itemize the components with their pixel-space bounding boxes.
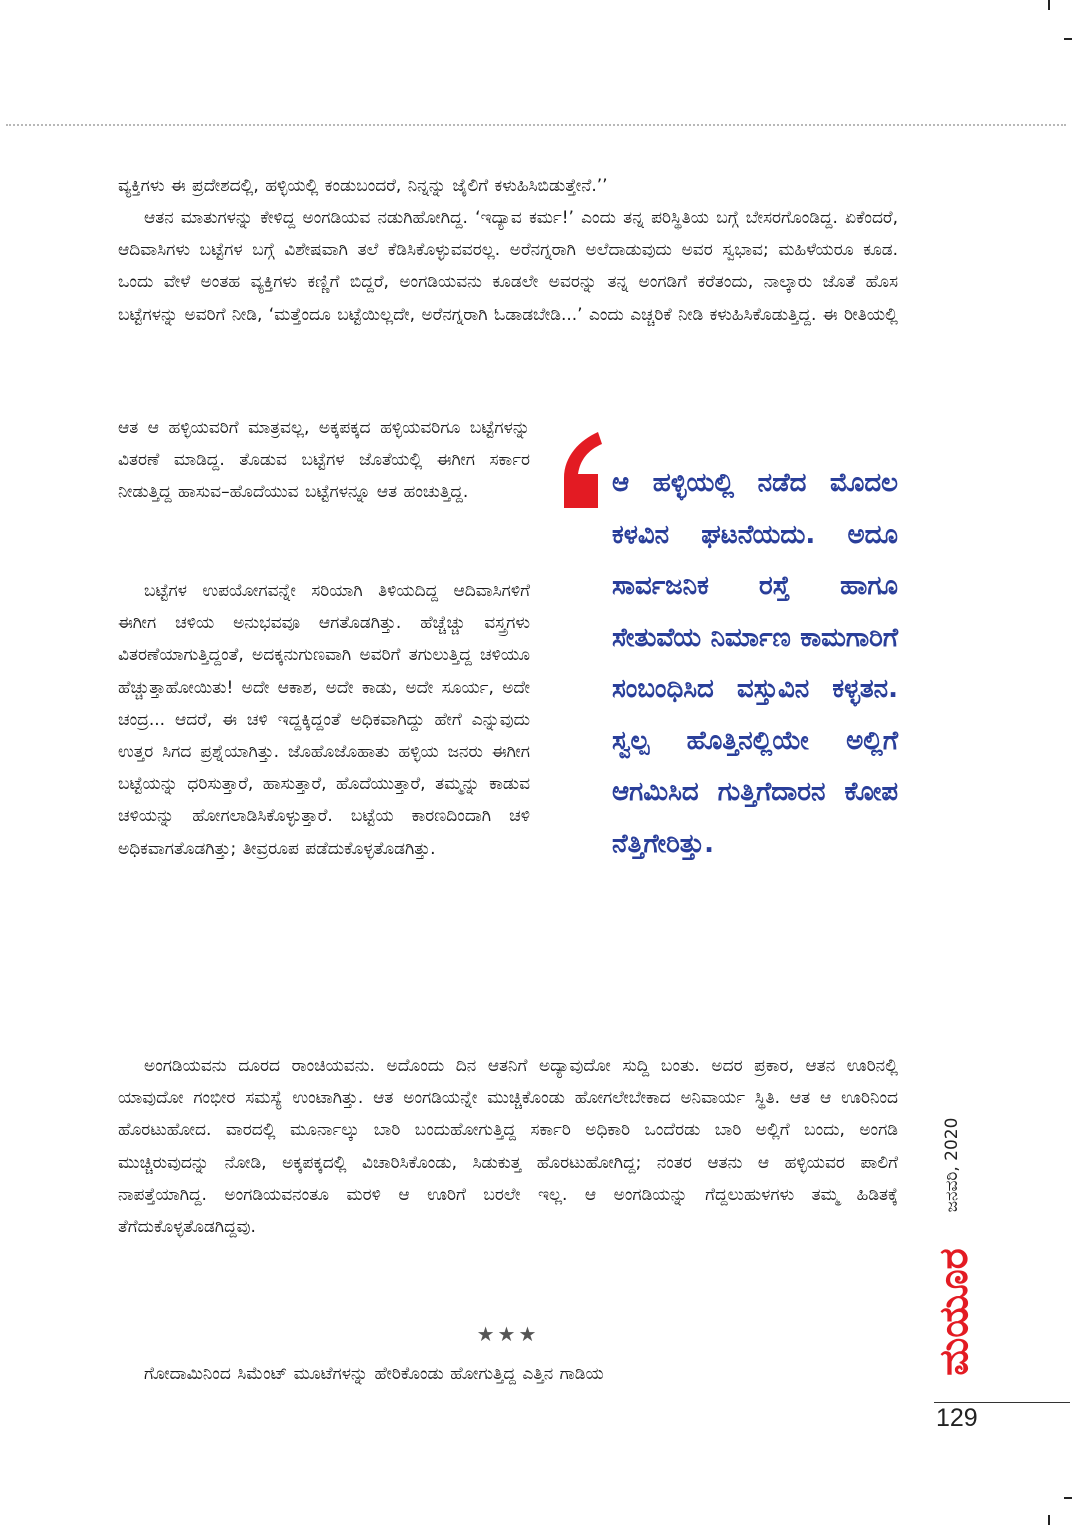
header-dotted-rule <box>6 124 1066 126</box>
issue-date-text: ಜನವರಿ, 2020 <box>942 1117 962 1213</box>
body-paragraph-3: ಆತ ಆ ಹಳ್ಳಿಯವರಿಗೆ ಮಾತ್ರವಲ್ಲ, ಅಕ್ಕಪಕ್ಕದ ಹಳ್ಳಿಯವರಿಗೂ ಬಟ್ಟೆಗಳನ್ನು ವಿತರಣೆ ಮಾಡಿದ್ದ. ತೊಡುವ ಬಟ್ಟೆಗಳ ಜೊತೆಯಲ್ಲಿ ಈಗೀಗ ಸರ್ಕಾರ ನೀಡುತ್ತಿದ್ದ ಹಾಸುವ–ಹೊದೆಯುವ ಬಟ್ಟೆಗಳನ್ನೂ ಆತ ಹಂಚುತ್ತಿದ್ದ. <box>118 418 530 503</box>
magazine-logo <box>928 1232 980 1392</box>
crop-mark <box>1048 1515 1050 1525</box>
crop-mark <box>1048 0 1050 10</box>
page-number: 129 <box>936 1404 978 1432</box>
issue-date <box>932 1105 972 1225</box>
page-number-rule <box>934 1402 1070 1403</box>
body-paragraph-1: ವ್ಯಕ್ತಿಗಳು ಈ ಪ್ರದೇಶದಲ್ಲಿ, ಹಳ್ಳಿಯಲ್ಲಿ ಕಂಡುಬಂದರೆ, ನಿನ್ನನ್ನು ಜೈಲಿಗೆ ಕಳುಹಿಸಿಬಿಡುತ್ತೇನೆ.’’ <box>118 176 608 196</box>
body-paragraph-6: ಗೋದಾಮಿನಿಂದ ಸಿಮೆಂಟ್ ಮೂಟೆಗಳನ್ನು ಹೇರಿಕೊಂಡು ಹೋಗುತ್ತಿದ್ದ ಎತ್ತಿನ ಗಾಡಿಯ <box>144 1364 604 1384</box>
crop-mark <box>1064 38 1072 40</box>
section-separator: ★★★ <box>476 1322 540 1346</box>
quote-mark-icon <box>558 430 604 510</box>
magazine-logo-text: ಮಯೂರ <box>931 1248 977 1376</box>
body-paragraph-4: ಬಟ್ಟೆಗಳ ಉಪಯೋಗವನ್ನೇ ಸರಿಯಾಗಿ ತಿಳಿಯದಿದ್ದ ಆದಿವಾಸಿಗಳಿಗೆ ಈಗೀಗ ಚಳಿಯ ಅನುಭವವೂ ಆಗತೊಡಗಿತ್ತು. ಹೆಚ್ಚೆಚ್ಚು ವಸ್ತ್ರಗಳು ವಿತರಣೆಯಾಗುತ್ತಿದ್ದಂತೆ, ಅದಕ್ಕನುಗುಣವಾಗಿ ಅವರಿಗೆ ತಗುಲುತ್ತಿದ್ದ ಚಳಿಯೂ ಹೆಚ್ಚುತ್ತಾಹೋಯಿತು! ಅದೇ ಆಕಾಶ, ಅದೇ ಕಾಡು, ಅದೇ ಸೂರ್ಯ, ಅದೇ ಚಂದ್ರ... ಆದರೆ, ಈ ಚಳಿ ಇದ್ದಕ್ಕಿದ್ದಂತೆ ಅಧಿಕವಾಗಿದ್ದು ಹೇಗೆ ಎನ್ನುವುದು ಉತ್ತರ ಸಿಗದ ಪ್ರಶ್ನೆಯಾಗಿತ್ತು. ಜೊಹೊಜೊಹಾತು ಹಳ್ಳಿಯ ಜನರು ಈಗೀಗ ಬಟ್ಟೆಯನ್ನು ಧರಿಸುತ್ತಾರೆ, ಹಾಸುತ್ತಾರೆ, ಹೊದೆಯುತ್ತಾರೆ, ತಮ್ಮನ್ನು ಕಾಡುವ ಚಳಿಯನ್ನು ಹೋಗಲಾಡಿಸಿಕೊಳ್ಳುತ್ತಾರೆ. ಬಟ್ಟೆಯ ಕಾರಣದಿಂದಾಗಿ ಚಳಿ ಅಧಿಕವಾಗತೊಡಗಿತ್ತು; ತೀವ್ರರೂಪ ಪಡೆದುಕೊಳ್ಳತೊಡಗಿತ್ತು. <box>118 581 530 859</box>
body-paragraph-2: ಆತನ ಮಾತುಗಳನ್ನು ಕೇಳಿದ್ದ ಅಂಗಡಿಯವ ನಡುಗಿಹೋಗಿದ್ದ. ‘ಇದ್ಯಾವ ಕರ್ಮ!’ ಎಂದು ತನ್ನ ಪರಿಸ್ಥಿತಿಯ ಬಗ್ಗೆ ಬೇಸರಗೊಂಡಿದ್ದ. ಏಕೆಂದರೆ, ಆದಿವಾಸಿಗಳು ಬಟ್ಟೆಗಳ ಬಗ್ಗೆ ವಿಶೇಷವಾಗಿ ತಲೆ ಕೆಡಿಸಿಕೊಳ್ಳುವವರಲ್ಲ. ಅರೆನಗ್ನರಾಗಿ ಅಲೆದಾಡುವುದು ಅವರ ಸ್ವಭಾವ; ಮಹಿಳೆಯರೂ ಕೂಡ. ಒಂದು ವೇಳೆ ಅಂತಹ ವ್ಯಕ್ತಿಗಳು ಕಣ್ಣಿಗೆ ಬಿದ್ದರೆ, ಅಂಗಡಿಯವನು ಕೂಡಲೇ ಅವರನ್ನು ತನ್ನ ಅಂಗಡಿಗೆ ಕರೆತಂದು, ನಾಲ್ಕಾರು ಜೊತೆ ಹೊಸ ಬಟ್ಟೆಗಳನ್ನು ಅವರಿಗೆ ನೀಡಿ, ‘ಮತ್ತೆಂದೂ ಬಟ್ಟೆಯಿಲ್ಲದೇ, ಅರೆನಗ್ನರಾಗಿ ಓಡಾಡಬೇಡಿ...’ ಎಂದು ಎಚ್ಚರಿಕೆ ನೀಡಿ ಕಳುಹಿಸಿಕೊಡುತ್ತಿದ್ದ. ಈ ರೀತಿಯಲ್ಲಿ <box>118 208 898 325</box>
body-paragraph-5: ಅಂಗಡಿಯವನು ದೂರದ ರಾಂಚಿಯವನು. ಅದೊಂದು ದಿನ ಆತನಿಗೆ ಅದ್ಯಾವುದೋ ಸುದ್ದಿ ಬಂತು. ಅದರ ಪ್ರಕಾರ, ಆತನ ಊರಿನಲ್ಲಿ ಯಾವುದೋ ಗಂಭೀರ ಸಮಸ್ಯೆ ಉಂಟಾಗಿತ್ತು. ಆತ ಅಂಗಡಿಯನ್ನೇ ಮುಚ್ಚಿಕೊಂಡು ಹೋಗಲೇಬೇಕಾದ ಅನಿವಾರ್ಯ ಸ್ಥಿತಿ. ಆತ ಆ ಊರಿನಿಂದ ಹೊರಟುಹೋದ. ವಾರದಲ್ಲಿ ಮೂರ್ನಾಲ್ಕು ಬಾರಿ ಬಂದುಹೋಗುತ್ತಿದ್ದ ಸರ್ಕಾರಿ ಅಧಿಕಾರಿ ಒಂದೆರಡು ಬಾರಿ ಅಲ್ಲಿಗೆ ಬಂದು, ಅಂಗಡಿ ಮುಚ್ಚಿರುವುದನ್ನು ನೋಡಿ, ಅಕ್ಕಪಕ್ಕದಲ್ಲಿ ವಿಚಾರಿಸಿಕೊಂಡು, ಸಿಡುಕುತ್ತ ಹೊರಟುಹೋಗಿದ್ದ; ನಂತರ ಆತನು ಆ ಹಳ್ಳಿಯವರ ಪಾಲಿಗೆ ನಾಪತ್ತೆಯಾಗಿದ್ದ. ಅಂಗಡಿಯವನಂತೂ ಮರಳಿ ಆ ಊರಿಗೆ ಬರಲೇ ಇಲ್ಲ. ಆ ಅಂಗಡಿಯನ್ನು ಗೆದ್ದಲುಹುಳಗಳು ತಮ್ಮ ಹಿಡಿತಕ್ಕೆ ತೆಗೆದುಕೊಳ್ಳತೊಡಗಿದ್ದವು. <box>118 1056 898 1238</box>
crop-mark <box>1064 1497 1072 1499</box>
pull-quote: ಆ ಹಳ್ಳಿಯಲ್ಲಿ ನಡೆದ ಮೊದಲ ಕಳವಿನ ಘಟನೆಯದು. ಅದೂ ಸಾರ್ವಜನಿಕ ರಸ್ತೆ ಹಾಗೂ ಸೇತುವೆಯ ನಿರ್ಮಾಣ ಕಾಮಗಾರಿಗೆ ಸಂಬಂಧಿಸಿದ ವಸ್ತುವಿನ ಕಳ್ಳತನ. ಸ್ವಲ್ಪ ಹೊತ್ತಿನಲ್ಲಿಯೇ ಅಲ್ಲಿಗೆ ಆಗಮಿಸಿದ ಗುತ್ತಿಗೆದಾರನ ಕೋಪ ನೆತ್ತಿಗೇರಿತ್ತು. <box>612 468 898 859</box>
